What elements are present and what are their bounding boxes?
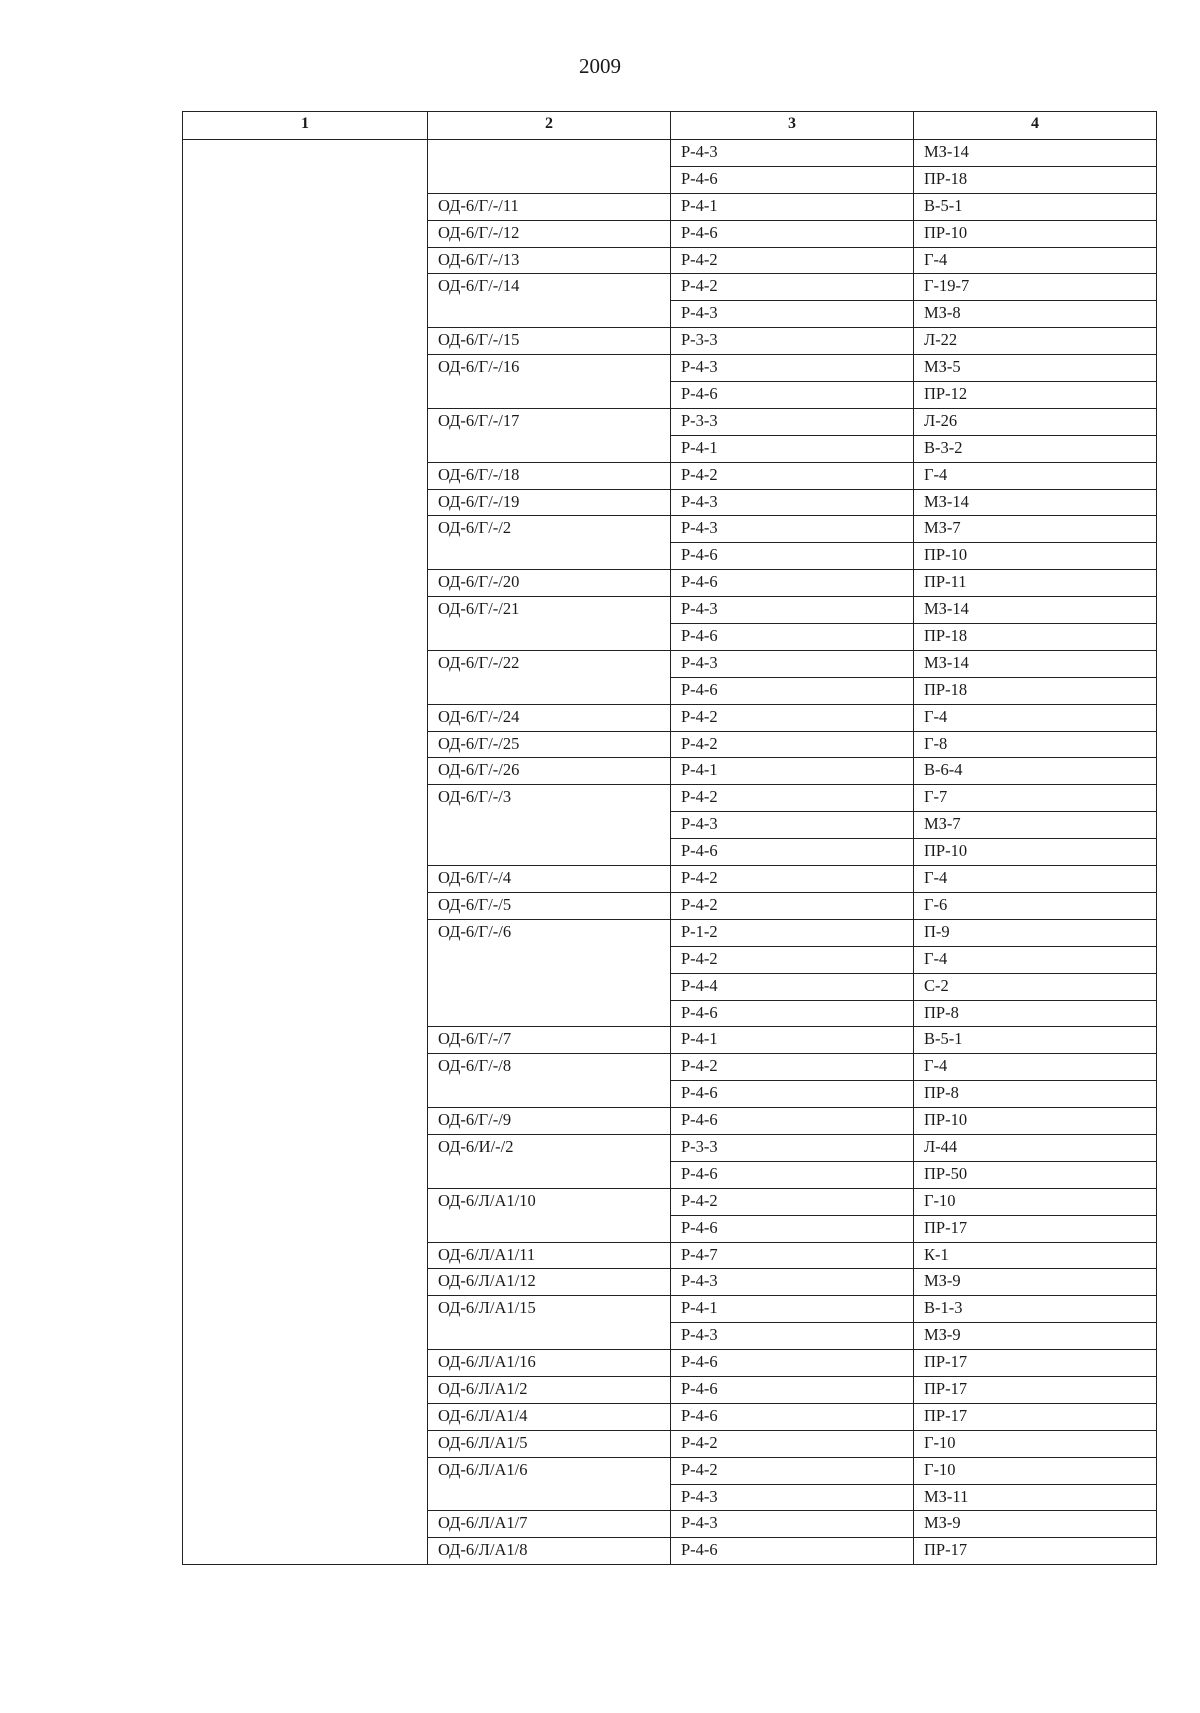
code-cell: ОД-6/Г/-/13 [428,247,671,274]
item-cell: Г-4 [914,704,1157,731]
item-cell: Г-10 [914,1188,1157,1215]
section-cell: Р-3-3 [671,1134,914,1161]
code-cell: ОД-6/Л/А1/10 [428,1188,671,1242]
item-cell: Г-4 [914,946,1157,973]
code-cell: ОД-6/И/-/2 [428,1134,671,1188]
item-cell: Л-26 [914,408,1157,435]
section-cell: Р-4-3 [671,301,914,328]
section-cell: Р-4-2 [671,892,914,919]
header-col-4: 4 [914,112,1157,140]
code-cell: ОД-6/Г/-/4 [428,866,671,893]
section-cell: Р-4-3 [671,489,914,516]
section-cell: Р-4-2 [671,462,914,489]
item-cell: В-3-2 [914,435,1157,462]
code-cell: ОД-6/Г/-/21 [428,597,671,651]
item-cell: Л-44 [914,1134,1157,1161]
code-cell: ОД-6/Г/-/7 [428,1027,671,1054]
item-cell: Г-4 [914,462,1157,489]
item-cell: В-1-3 [914,1296,1157,1323]
code-cell: ОД-6/Г/-/12 [428,220,671,247]
item-cell: ПР-12 [914,382,1157,409]
section-cell: Р-4-6 [671,624,914,651]
section-cell: Р-4-2 [671,946,914,973]
item-cell: Г-10 [914,1457,1157,1484]
code-cell: ОД-6/Л/А1/5 [428,1430,671,1457]
item-cell: МЗ-9 [914,1323,1157,1350]
item-cell: Г-7 [914,785,1157,812]
section-cell: Р-4-6 [671,1350,914,1377]
section-cell: Р-4-4 [671,973,914,1000]
header-row [183,112,1157,140]
item-cell: Г-10 [914,1430,1157,1457]
item-cell: ПР-17 [914,1538,1157,1565]
item-cell: МЗ-14 [914,140,1157,167]
item-cell: Г-6 [914,892,1157,919]
item-cell: Л-22 [914,328,1157,355]
header-col-3: 3 [671,112,914,140]
code-cell: ОД-6/Г/-/24 [428,704,671,731]
code-cell: ОД-6/Г/-/26 [428,758,671,785]
item-cell: ПР-11 [914,570,1157,597]
code-cell: ОД-6/Г/-/25 [428,731,671,758]
item-cell: К-1 [914,1242,1157,1269]
code-cell: ОД-6/Г/-/9 [428,1108,671,1135]
item-cell: МЗ-8 [914,301,1157,328]
item-cell: ПР-18 [914,677,1157,704]
item-cell: В-5-1 [914,1027,1157,1054]
code-cell: ОД-6/Л/А1/6 [428,1457,671,1511]
section-cell: Р-4-6 [671,1376,914,1403]
item-cell: МЗ-9 [914,1269,1157,1296]
code-cell: ОД-6/Г/-/17 [428,408,671,462]
code-cell: ОД-6/Г/-/2 [428,516,671,570]
header-col-1: 1 [183,112,428,140]
section-cell: Р-4-1 [671,1296,914,1323]
section-cell: Р-4-3 [671,597,914,624]
page-number: 2009 [579,54,621,78]
section-cell: Р-4-1 [671,435,914,462]
section-cell: Р-4-1 [671,1027,914,1054]
item-cell: МЗ-14 [914,650,1157,677]
code-cell: ОД-6/Г/-/11 [428,193,671,220]
item-cell: ПР-17 [914,1215,1157,1242]
item-cell: МЗ-5 [914,355,1157,382]
section-cell: Р-3-3 [671,408,914,435]
table-body [183,140,1157,1565]
item-cell: ПР-10 [914,1108,1157,1135]
code-cell: ОД-6/Г/-/19 [428,489,671,516]
section-cell: Р-4-1 [671,193,914,220]
section-cell: Р-4-2 [671,247,914,274]
section-cell: Р-4-6 [671,543,914,570]
code-cell: ОД-6/Г/-/5 [428,892,671,919]
section-cell: Р-4-6 [671,1081,914,1108]
section-cell: Р-4-3 [671,1484,914,1511]
section-cell: Р-4-3 [671,516,914,543]
section-cell: Р-4-3 [671,1511,914,1538]
section-cell: Р-4-6 [671,1215,914,1242]
item-cell: ПР-50 [914,1161,1157,1188]
code-cell: ОД-6/Г/-/3 [428,785,671,866]
code-cell: ОД-6/Г/-/14 [428,274,671,328]
code-cell: ОД-6/Л/А1/12 [428,1269,671,1296]
code-cell: ОД-6/Л/А1/16 [428,1350,671,1377]
code-cell: ОД-6/Г/-/20 [428,570,671,597]
section-cell: Р-4-2 [671,785,914,812]
section-cell: Р-4-2 [671,866,914,893]
column-1-cell [183,140,428,1565]
code-cell: ОД-6/Г/-/8 [428,1054,671,1108]
table-row [183,140,1157,167]
item-cell: МЗ-14 [914,489,1157,516]
code-cell: ОД-6/Л/А1/7 [428,1511,671,1538]
section-cell: Р-4-2 [671,1054,914,1081]
code-cell: ОД-6/Г/-/22 [428,650,671,704]
item-cell: МЗ-7 [914,516,1157,543]
code-cell: ОД-6/Г/-/18 [428,462,671,489]
section-cell: Р-3-3 [671,328,914,355]
section-cell: Р-4-2 [671,274,914,301]
section-cell: Р-4-7 [671,1242,914,1269]
data-table [182,111,1157,1565]
section-cell: Р-4-2 [671,704,914,731]
section-cell: Р-4-3 [671,650,914,677]
code-cell: ОД-6/Л/А1/4 [428,1403,671,1430]
item-cell: П-9 [914,919,1157,946]
section-cell: Р-4-3 [671,140,914,167]
section-cell: Р-4-6 [671,839,914,866]
code-cell: ОД-6/Л/А1/2 [428,1376,671,1403]
section-cell: Р-4-3 [671,1323,914,1350]
item-cell: В-6-4 [914,758,1157,785]
item-cell: ПР-17 [914,1350,1157,1377]
section-cell: Р-4-6 [671,1108,914,1135]
code-cell: ОД-6/Л/А1/8 [428,1538,671,1565]
section-cell: Р-4-2 [671,1188,914,1215]
code-cell: ОД-6/Г/-/16 [428,355,671,409]
section-cell: Р-4-6 [671,1000,914,1027]
code-cell [428,140,671,194]
section-cell: Р-4-6 [671,382,914,409]
section-cell: Р-4-6 [671,1161,914,1188]
item-cell: Г-4 [914,866,1157,893]
section-cell: Р-4-2 [671,731,914,758]
section-cell: Р-4-6 [671,166,914,193]
item-cell: В-5-1 [914,193,1157,220]
item-cell: ПР-10 [914,543,1157,570]
section-cell: Р-4-2 [671,1430,914,1457]
section-cell: Р-4-2 [671,1457,914,1484]
code-cell: ОД-6/Г/-/6 [428,919,671,1027]
item-cell: ПР-10 [914,220,1157,247]
section-cell: Р-4-6 [671,1403,914,1430]
code-cell: ОД-6/Л/А1/11 [428,1242,671,1269]
code-cell: ОД-6/Г/-/15 [428,328,671,355]
item-cell: ПР-18 [914,624,1157,651]
section-cell: Р-4-3 [671,1269,914,1296]
code-cell: ОД-6/Л/А1/15 [428,1296,671,1350]
item-cell: МЗ-7 [914,812,1157,839]
section-cell: Р-4-1 [671,758,914,785]
item-cell: ПР-18 [914,166,1157,193]
item-cell: МЗ-11 [914,1484,1157,1511]
section-cell: Р-4-6 [671,570,914,597]
item-cell: ПР-17 [914,1403,1157,1430]
item-cell: С-2 [914,973,1157,1000]
section-cell: Р-1-2 [671,919,914,946]
section-cell: Р-4-6 [671,220,914,247]
item-cell: ПР-8 [914,1000,1157,1027]
item-cell: Г-19-7 [914,274,1157,301]
section-cell: Р-4-3 [671,812,914,839]
item-cell: ПР-10 [914,839,1157,866]
section-cell: Р-4-3 [671,355,914,382]
section-cell: Р-4-6 [671,1538,914,1565]
item-cell: МЗ-9 [914,1511,1157,1538]
item-cell: ПР-17 [914,1376,1157,1403]
item-cell: ПР-8 [914,1081,1157,1108]
header-col-2: 2 [428,112,671,140]
item-cell: МЗ-14 [914,597,1157,624]
item-cell: Г-4 [914,1054,1157,1081]
section-cell: Р-4-6 [671,677,914,704]
item-cell: Г-4 [914,247,1157,274]
item-cell: Г-8 [914,731,1157,758]
